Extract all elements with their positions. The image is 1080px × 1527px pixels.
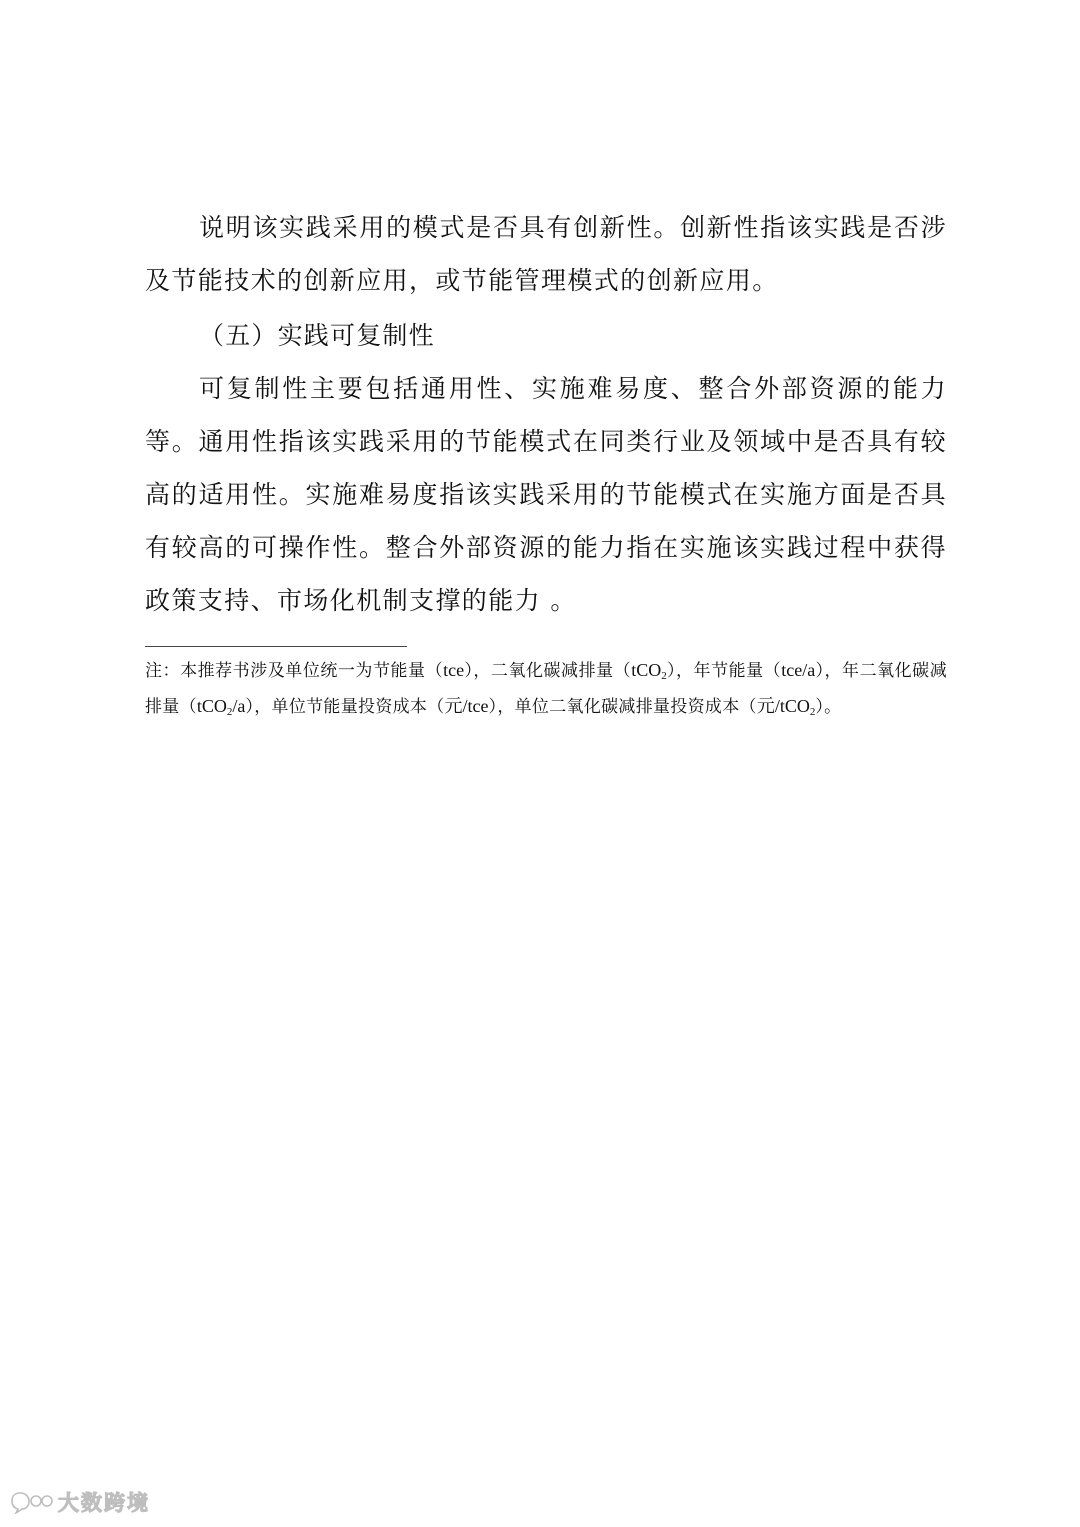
- unit-subscript: 2: [661, 670, 667, 682]
- unit-subscript: 2: [226, 706, 233, 718]
- unit-text: tCO: [196, 696, 227, 716]
- page-content: [145, 201, 947, 725]
- footnote-divider: [145, 646, 407, 647]
- watermark-text: 大数跨境: [58, 1491, 150, 1515]
- footnote-unit-tco2: [631, 660, 667, 680]
- footnote: [145, 653, 947, 725]
- chat-bubble-logo-icon: [10, 1490, 54, 1514]
- footnote-sep: ），单位二氧化碳减排量投资成本（: [488, 697, 757, 717]
- unit-text: 元/tCO: [756, 696, 810, 716]
- footnote-sep: ），二氧化碳减排量（: [464, 661, 632, 681]
- footnote-unit-yuan-per-tco2: [757, 696, 816, 716]
- footnote-sep: ），年节能量（: [666, 661, 782, 681]
- footnote-unit-tce: tce: [443, 660, 465, 680]
- paragraph-innovation: 说明该实践采用的模式是否具有创新性。创新性指该实践是否涉及节能技术的创新应用，或节能管理模式的创新应用。: [145, 213, 947, 295]
- watermark: [10, 1488, 150, 1516]
- section-heading: （五）实践可复制性: [199, 321, 435, 350]
- footnote-unit-tco2-per-year: [197, 696, 246, 716]
- footnote-unit-tce-per-year: tce/a: [781, 660, 816, 680]
- unit-subscript: 2: [809, 706, 816, 718]
- footnote-sep: ），单位节能量投资成本（: [245, 697, 445, 717]
- paragraph-replicability: 可复制性主要包括通用性、实施难易度、整合外部资源的能力等。通用性指该实践采用的节能模式在同类行业及领域中是否具有较高的适用性。实施难易度指该实践采用的节能模式在实施方面是否具有较高的可操作性。整合外部资源的能力指在实施该实践过程中获得政策支持、市场化机制支撑的能力 。: [145, 374, 947, 615]
- footnote-end: ）。: [815, 697, 842, 717]
- footnote-unit-yuan-per-tce: 元/tce: [444, 696, 489, 716]
- footnote-prefix: 注：本推荐书涉及单位统一为节能量（: [145, 661, 444, 681]
- unit-text: tCO: [631, 660, 662, 680]
- footnote-sep: ），年二氧化碳减排量（: [145, 661, 948, 717]
- unit-text: /a: [232, 696, 246, 716]
